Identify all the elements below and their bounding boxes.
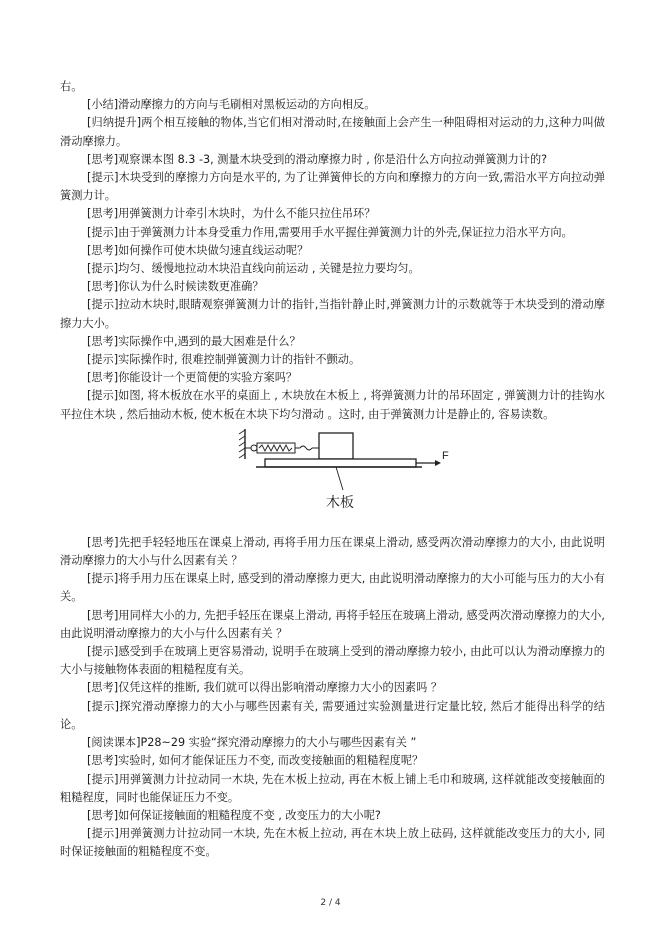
paragraph: [思考]如何操作可使木块做匀速直线运动呢？ [87, 243, 309, 257]
paragraph: [提示]感受到手在玻璃上更容易滑动, 说明手在玻璃上受到的滑动摩擦力较小, 由此可以认为滑动摩擦力的大小与接触物体表面的粗糙程度有关。 [60, 645, 605, 677]
friction-experiment-figure [60, 427, 605, 529]
paragraphs-top [60, 78, 605, 424]
paragraph: 右。 [60, 80, 83, 93]
paragraph: [思考]观察课本图 8.3 -3, 测量木块受到的滑动摩擦力时 , 你是沿什么方向拉动弹簧测力计的? [87, 152, 548, 166]
paragraph: [思考]实验时, 如何才能保证压力不变, 而改变接触面的粗糙程度呢？ [87, 754, 424, 768]
wall-hatching [239, 430, 245, 458]
paragraph: [提示]探究滑动摩擦力的大小与哪些因素有关, 需要通过实验测量进行定量比较, 然后才能得出科学的结论。 [60, 699, 605, 731]
paragraph: [思考]用同样大小的力, 先把手轻压在课桌上滑动, 再将手轻压在玻璃上滑动, 感受两次滑动摩擦力的大小, 由此说明滑动摩擦力的大小与什么因素有关 ？ [60, 608, 605, 640]
paragraph: [提示]用弹簧测力计拉动同一木块, 先在木板上拉动, 再在木块上放上砝码, 这样就能改变压力的大小, 同时保证接触面的粗糙程度不变。 [60, 827, 605, 859]
spring-scale [245, 443, 319, 453]
paragraph: [归纳提升]两个相互接触的物体,当它们相对滑动时,在接触面上会产生一种阻碍相对运动的力,这种力叫做滑动摩擦力。 [60, 116, 605, 148]
paragraph: [提示]用弹簧测力计拉动同一木块, 先在木板上拉动, 再在木板上铺上毛巾和玻璃, 这样就能改变接触面的粗糙程度，同时也能保证压力不变。 [60, 772, 605, 804]
paragraph: [思考]先把手轻轻地压在课桌上滑动, 再将手用力压在课桌上滑动, 感受两次滑动摩擦力的大小, 由此说明滑动摩擦力的大小与什么因素有关 ？ [60, 535, 605, 568]
force-label: F [442, 449, 449, 462]
paragraph: [思考]你能设计一个更简便的实验方案吗？ [87, 371, 298, 385]
paragraph: [思考]实际操作中,遇到的最大困难是什么？ [87, 334, 301, 348]
friction-diagram [238, 427, 448, 527]
paragraph: [提示]如图, 将木板放在水平的桌面上 , 木块放在木板上 , 将弹簧测力计的吊环固定 , 弹簧测力计的挂钩水平拉住木块 , 然后抽动木板, 使木板在木块下均匀滑动 。这时, 由于弹簧测力计是静止的, 容易读数。 [60, 389, 605, 421]
paragraph: [提示]将手用力压在课桌上时, 感受到的滑动摩擦力更大, 由此说明滑动摩擦力的大小可能与压力的大小有关。 [60, 572, 605, 604]
paragraph: [提示]由于弹簧测力计本身受重力作用,需要用手水平握住弹簧测力计的外壳,保证拉力沿水平方向。 [87, 225, 573, 239]
board-label: 木板 [326, 494, 354, 511]
paragraph: [阅读课本]P28~29 实验“探究滑动摩擦力的大小与哪些因素有关 ” [87, 736, 417, 750]
paragraph: [提示]实际操作时, 很难控制弹簧测力计的指针不颤动。 [87, 353, 361, 367]
paragraph: [思考]仅凭这样的推断, 我们就可以得出影响滑动摩擦力大小的因素吗 ？ [87, 681, 443, 695]
paragraph: [提示]木块受到的摩擦力方向是水平的, 为了让弹簧伸长的方向和摩擦力的方向一致,需沿水平方向拉动弹簧测力计。 [60, 171, 605, 203]
wooden-block [319, 433, 353, 459]
paragraph: [思考]用弹簧测力计牵引木块时，为什么不能只拉住吊环？ [87, 207, 376, 221]
page-number: 2 / 4 [320, 898, 341, 908]
force-arrowhead [435, 460, 441, 466]
paragraph: [思考]如何保证接触面的粗糙程度不变 , 改变压力的大小呢? [87, 808, 381, 822]
wooden-board [265, 459, 416, 467]
paragraph: [提示]均匀、缓慢地拉动木块沿直线向前运动 , 关键是拉力要均匀。 [87, 262, 420, 276]
paragraph: [思考]你认为什么时候读数更准确？ [87, 280, 264, 294]
document-body [60, 78, 605, 862]
paragraph: [提示]拉动木块时,眼睛观察弹簧测力计的指针,当指针静止时,弹簧测力计的示数就等于木块受到的滑动摩擦力大小。 [60, 298, 605, 330]
paragraphs-bottom [60, 534, 605, 862]
paragraph: [小结]滑动摩擦力的方向与毛刷相对黑板运动的方向相反。 [87, 98, 376, 112]
label-leader-line [336, 467, 343, 490]
